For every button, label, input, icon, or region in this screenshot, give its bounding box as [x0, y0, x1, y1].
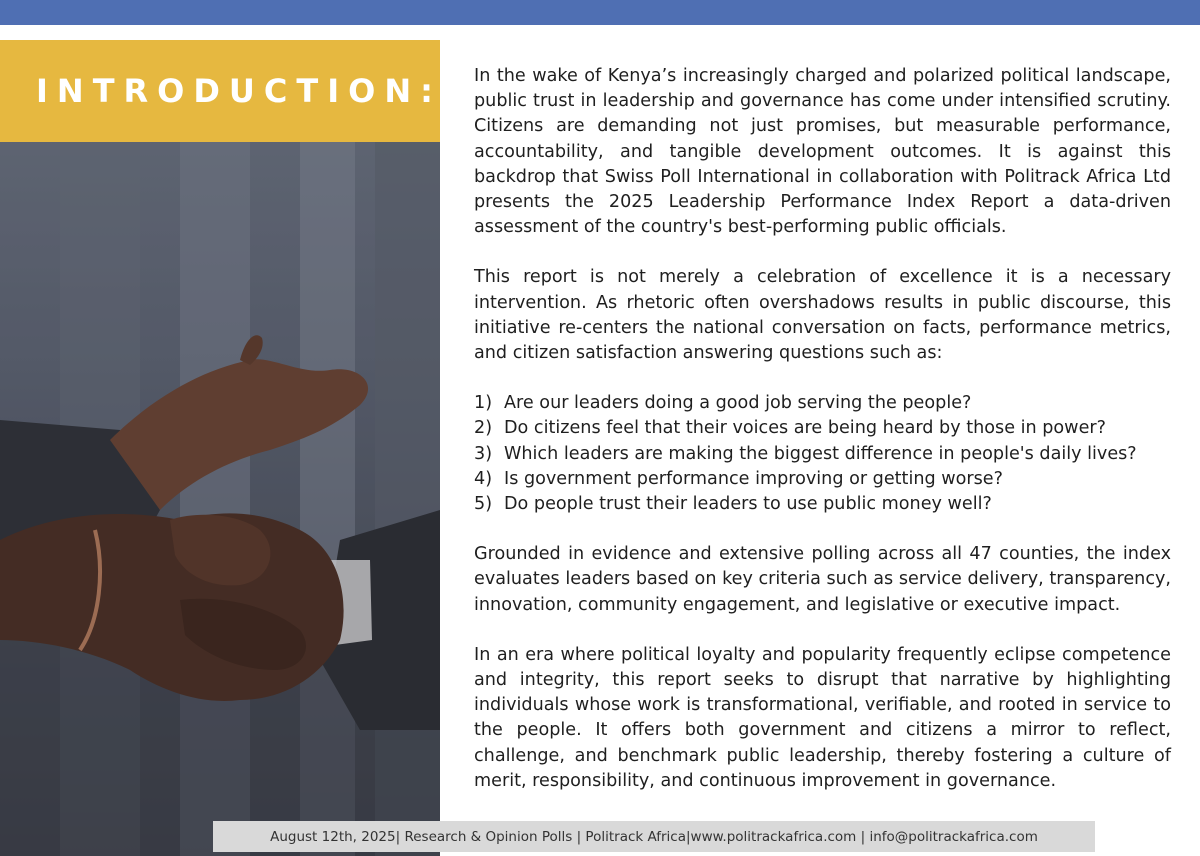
list-item-number: 5) — [474, 494, 493, 515]
list-item — [474, 391, 1171, 416]
list-item — [474, 492, 1171, 517]
list-item — [474, 467, 1171, 492]
list-item-number: 2) — [474, 418, 493, 439]
list-item-text: Is government performance improving or getting worse? — [504, 468, 1003, 489]
list-item-number: 3) — [474, 443, 493, 464]
title-banner — [0, 40, 440, 142]
handshake-photo — [0, 40, 440, 856]
top-accent-bar — [0, 0, 1200, 25]
list-item-text: Do people trust their leaders to use public money well? — [504, 494, 992, 515]
paragraph: In an era where political loyalty and popularity frequently eclipse competence and integrity, this report seeks to disrupt that narrative by highlighting individuals whose work is transformational, verifiable, and rooted in service to the people. It offers both government and citizens a mirror to reflect, challenge, and benchmark public leadership, thereby fostering a culture of merit, responsibility, and continuous improvement in governance. — [474, 644, 1171, 791]
paragraph: In the wake of Kenya’s increasingly charged and polarized political landscape, public trust in leadership and governance has come under intensified scrutiny. Citizens are demanding not just promises, but measurable performance, accountability, and tangible development outcomes. It is against this backdrop that Swiss Poll International in collaboration with Politrack Africa Ltd presents the 2025 Leadership Performance Index Report a data-driven assessment of the country's best-performing public officials. — [474, 66, 1171, 238]
footer-bar — [213, 821, 1095, 852]
introduction-body — [474, 64, 1171, 819]
paragraph: Grounded in evidence and extensive polling across all 47 counties, the index evaluates leaders based on key criteria such as service delivery, transparency, innovation, community engagement, and legislative or executive impact. — [474, 544, 1171, 615]
list-item-number: 1) — [474, 393, 493, 414]
list-item-number: 4) — [474, 468, 493, 489]
paragraph: This report is not merely a celebration of excellence it is a necessary intervention. As rhetoric often overshadows results in public discourse, this initiative re-centers the national conversation on facts, performance metrics, and citizen satisfaction answering questions such as: — [474, 267, 1171, 364]
questions-list — [474, 391, 1171, 517]
list-item-text: Which leaders are making the biggest difference in people's daily lives? — [504, 443, 1137, 464]
list-item — [474, 442, 1171, 467]
footer-text: August 12th, 2025| Research & Opinion Polls | Politrack Africa|www.politrackafrica.com | info@politrackafrica.com — [270, 828, 1038, 845]
page-title: INTRODUCTION: — [36, 72, 442, 110]
list-item-text: Do citizens feel that their voices are being heard by those in power? — [504, 418, 1106, 439]
list-item — [474, 416, 1171, 441]
handshake-illustration — [0, 40, 440, 856]
list-item-text: Are our leaders doing a good job serving the people? — [504, 393, 972, 414]
